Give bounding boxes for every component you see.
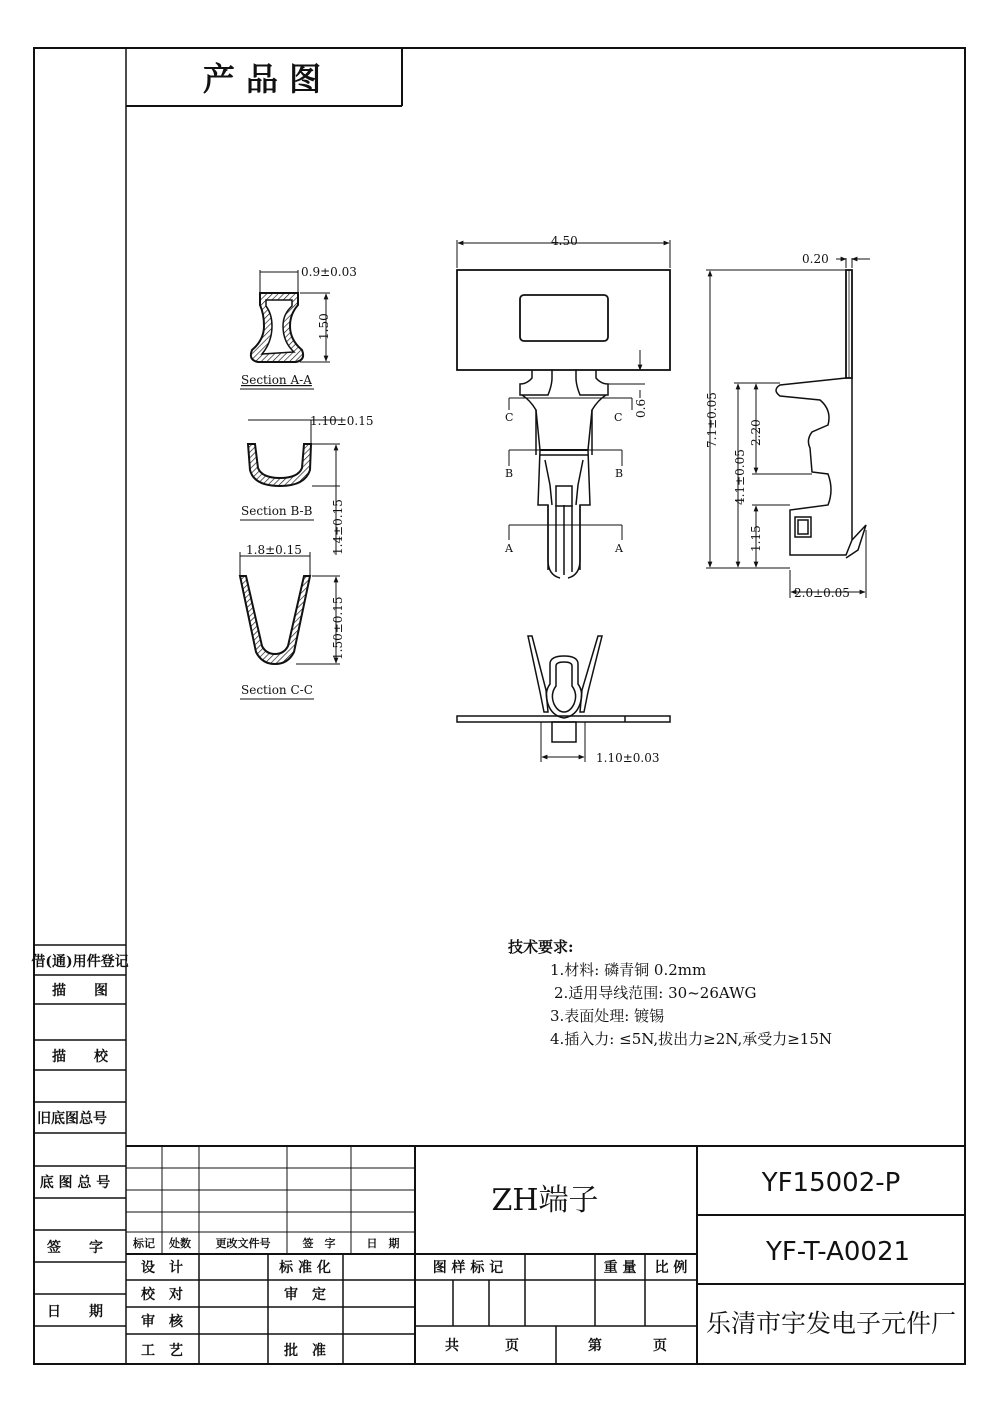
company-name: 乐清市宇发电子元件厂 [705,1309,957,1338]
dim-side-lower: 1.15 [749,525,763,552]
dim-top-gap: 0.6 [634,398,648,418]
register-label: 借(通)用件登记 [31,954,129,970]
dim-a-width: 0.9±0.03 [301,265,357,279]
section-c-label: Section C-C [241,683,313,697]
cut-b-left: B [505,467,514,480]
dim-side-mid: 4.1±0.05 [733,449,747,505]
requirement-item: 4.插入力: ≤5N,拔出力≥2N,承受力≥15N [550,1030,833,1048]
cut-b-right: B [615,467,624,480]
base-label: 底 图 总 号 [39,1175,111,1191]
cut-c-left: C [505,411,514,424]
rev-header-date: 日 期 [366,1237,400,1250]
old-base-label: 旧底图总号 [37,1111,107,1127]
requirement-item: 3.表面处理: 镀锡 [550,1007,665,1025]
dim-top-width: 4.50 [551,234,578,248]
sheet-no-label: 第 [588,1338,602,1354]
weight-label: 重 量 [603,1260,637,1276]
rev-header-mark: 标记 [133,1237,155,1250]
product-name: ZH端子 [491,1183,599,1218]
cut-a-left: A [505,542,513,555]
dim-a-height: 1.50 [317,313,331,340]
technical-requirements [508,936,948,1051]
sheet-page-label: 页 [653,1338,667,1354]
title-block-text [132,1168,956,1359]
requirement-item: 2.适用导线范围: 30~26AWG [554,984,757,1002]
drawing-number: YF-T-A0021 [765,1237,911,1267]
dim-side-total: 7.1±0.05 [705,392,719,448]
total-page-label: 页 [505,1338,519,1354]
page-title: 产 品 图 [202,60,322,98]
cut-a-right: A [615,542,623,555]
dim-side-upper: 2.20 [749,419,763,446]
side-view-labels [705,252,850,600]
requirement-item: 1.材料: 磷青铜 0.2mm [550,961,707,979]
rev-header-count: 处数 [169,1237,191,1250]
rev-header-doc: 更改文件号 [215,1237,271,1250]
section-b-label: Section B-B [241,504,313,518]
outer-frame [34,48,965,1364]
role-design: 设 计 [141,1260,183,1276]
dim-b-height: 1.4±0.15 [331,499,345,555]
cut-c-right: C [614,411,623,424]
section-b-view [240,414,374,555]
date-label: 日 期 [47,1304,103,1320]
check-label: 描 校 [52,1049,108,1065]
left-strip [31,945,128,1326]
sign-label: 签 字 [47,1240,103,1256]
dim-side-bottom: 2.0±0.05 [794,586,850,600]
front-view [457,636,670,762]
side-view [706,258,870,598]
role-approve: 批 准 [284,1343,326,1359]
rev-header-sign: 签 字 [302,1237,336,1250]
part-number: YF15002-P [761,1168,901,1198]
role-approve-final: 审 定 [284,1287,326,1303]
section-a-view [240,265,357,389]
role-process: 工 艺 [141,1343,183,1359]
dim-c-height: 1.50±0.15 [331,596,345,660]
section-c-view [240,543,345,699]
draw-label: 描 图 [52,983,108,999]
dim-c-width: 1.8±0.15 [246,543,302,557]
dim-b-width: 1.10±0.15 [310,414,374,428]
total-label: 共 [445,1338,459,1354]
requirements-title: 技术要求: [508,938,574,956]
header-box [126,48,402,106]
role-proof: 校 对 [141,1287,183,1303]
role-review: 审 核 [141,1314,183,1330]
scale-label: 比 例 [654,1260,688,1276]
role-standard: 标 准 化 [279,1260,331,1276]
dim-side-thickness: 0.20 [802,252,829,266]
sample-mark-label: 图 样 标 记 [432,1260,504,1276]
dim-front-width: 1.10±0.03 [596,751,660,765]
section-a-label: Section A-A [241,373,312,387]
